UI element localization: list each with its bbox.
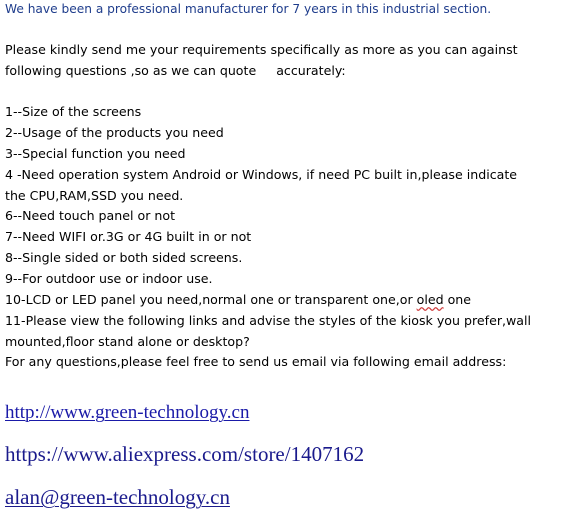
intro-text: We have been a professional manufacturer for 7 years in this industrial section. bbox=[5, 2, 492, 16]
question-9: 9--For outdoor use or indoor use. bbox=[5, 271, 213, 286]
website-link[interactable]: http://www.green-technology.cn bbox=[5, 402, 250, 423]
question-11-line-1: 11-Please view the following links and advise the styles of the kiosk you prefer,wall bbox=[5, 313, 532, 328]
request-text-line-1: Please kindly send me your requirements specifically as more as you can against bbox=[5, 42, 518, 57]
question-3: 3--Special function you need bbox=[5, 146, 186, 161]
email-link[interactable]: alan@green-technology.cn bbox=[5, 485, 230, 509]
store-link[interactable]: https://www.aliexpress.com/store/1407162 bbox=[5, 442, 365, 466]
question-4-line-1: 4 -Need operation system Android or Windows, if need PC built in,please indicate bbox=[5, 167, 518, 182]
question-10-tail: one bbox=[443, 292, 472, 307]
spellcheck-word: oled bbox=[416, 292, 444, 307]
question-11-line-2: mounted,floor stand alone or desktop? bbox=[5, 334, 250, 349]
question-4-line-2: the CPU,RAM,SSD you need. bbox=[5, 188, 184, 203]
question-10 bbox=[5, 291, 471, 309]
request-text-line-2: following questions ,so as we can quote accurately: bbox=[5, 63, 346, 78]
question-8: 8--Single sided or both sided screens. bbox=[5, 250, 243, 265]
question-10-text: 10-LCD or LED panel you need,normal one or transparent one,or bbox=[5, 292, 417, 307]
question-2: 2--Usage of the products you need bbox=[5, 125, 224, 140]
question-7: 7--Need WIFI or.3G or 4G built in or not bbox=[5, 229, 252, 244]
question-6: 6--Need touch panel or not bbox=[5, 208, 176, 223]
question-1: 1--Size of the screens bbox=[5, 104, 142, 119]
contact-prompt: For any questions,please feel free to send us email via following email address: bbox=[5, 354, 507, 369]
